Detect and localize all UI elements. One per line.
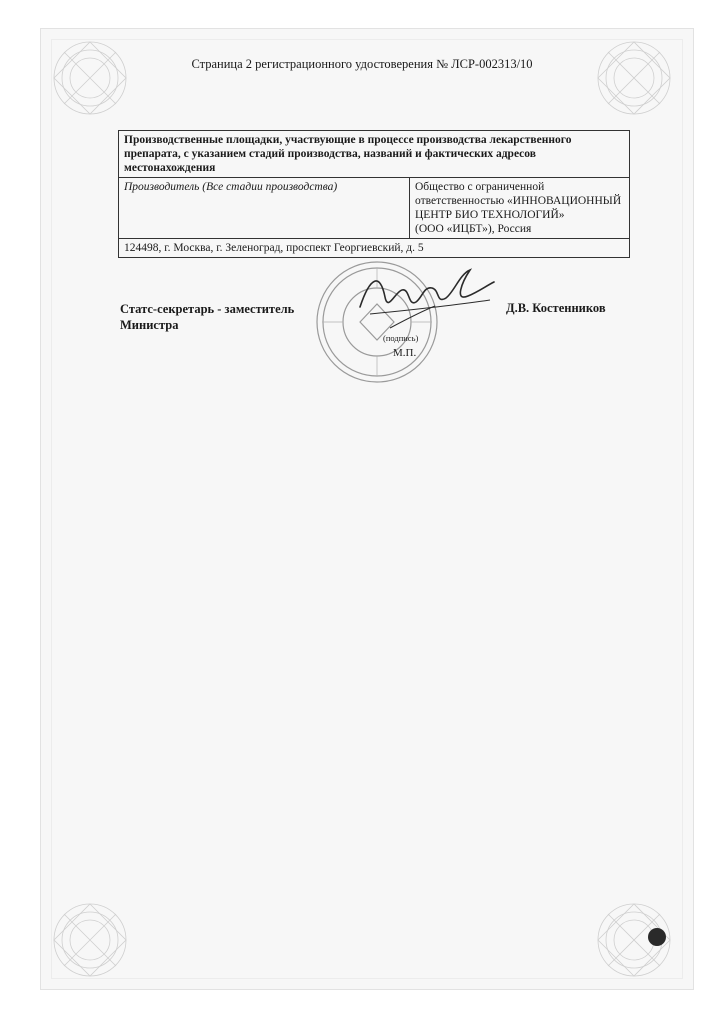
production-sites-table: [118, 130, 630, 258]
guilloche-ornament-icon: [46, 896, 134, 984]
page-header: Страница 2 регистрационного удостоверения № ЛСР-002313/10: [191, 57, 533, 71]
organization-line: Общество с ограниченной: [415, 181, 545, 193]
signatory-position-line: Министра: [120, 318, 179, 332]
manufacturer-role-cell: Производитель (Все стадии производства): [119, 178, 410, 239]
guilloche-ornament-icon: [590, 34, 678, 122]
table-title-cell: Производственные площадки, участвующие в процессе производства лекарственного препарата, с указанием стадий производства, названий и фактических адресов местонахождения: [119, 131, 630, 178]
address-cell: 124498, г. Москва, г. Зеленоград, проспект Георгиевский, д. 5: [119, 239, 630, 258]
signatory-position-line: Статс-секретарь - заместитель: [120, 302, 295, 316]
organization-line: ответственностью «ИННОВАЦИОННЫЙ: [415, 195, 622, 207]
organization-line: (ООО «ИЦБТ»), Россия: [415, 223, 532, 235]
table-row: [119, 178, 630, 239]
guilloche-ornament-icon: [46, 34, 134, 122]
signatory-name: Д.В. Костенников: [506, 301, 606, 315]
signatory-position: [120, 301, 294, 333]
stamp-label: М.П.: [393, 347, 417, 359]
punch-hole: [648, 928, 666, 946]
handwritten-signature-icon: [350, 262, 500, 337]
table-row: [119, 131, 630, 178]
organization-line: ЦЕНТР БИО ТЕХНОЛОГИЙ»: [415, 209, 565, 221]
signature-caption: (подпись): [383, 333, 419, 343]
organization-cell: [410, 178, 630, 239]
